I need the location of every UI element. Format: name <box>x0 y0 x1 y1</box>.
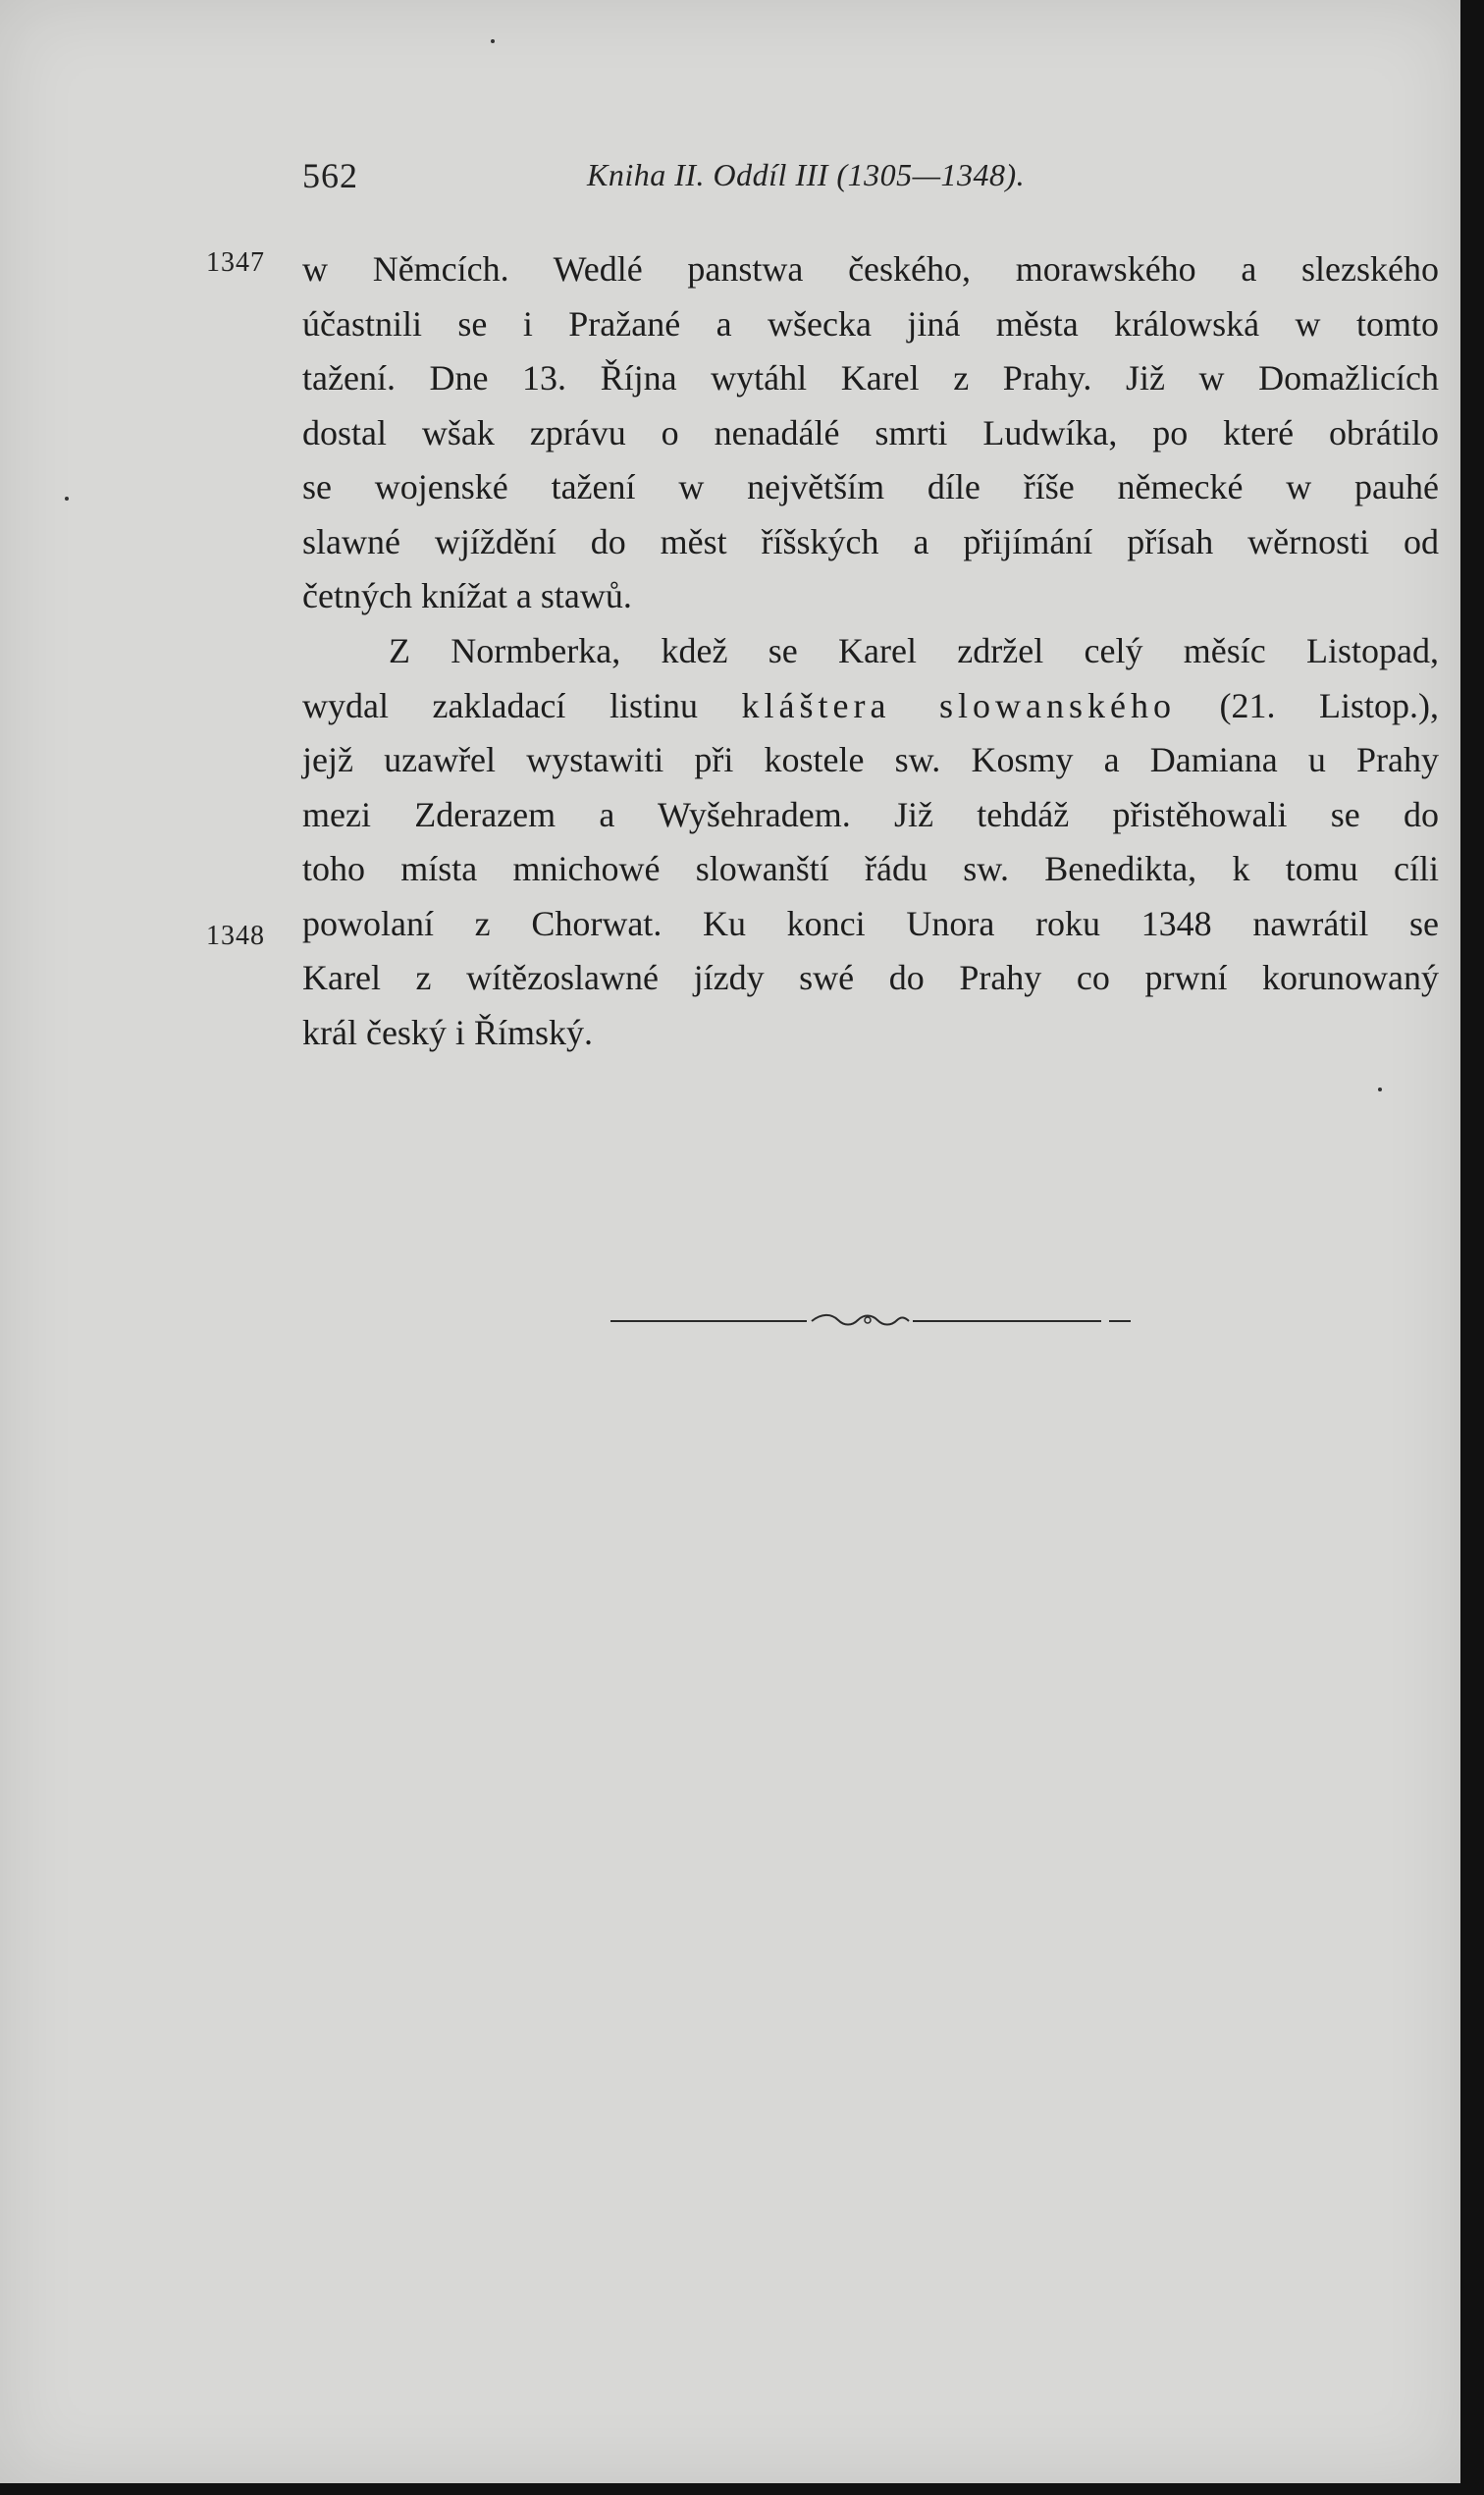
page-header <box>302 155 1441 194</box>
text-span: Z Normberka, kdež se Karel zdržel celý měsíc Listopad, <box>389 631 1439 670</box>
scan-border-bottom <box>0 2483 1484 2495</box>
text-line: král český i Římský. <box>302 1012 593 1052</box>
text-line: se wojenské tažení w největším díle říše německé w pauhé <box>302 467 1439 506</box>
paragraph-1 <box>302 242 1439 624</box>
margin-year-1347: 1347 <box>206 247 265 278</box>
text-line: powolaní z Chorwat. Ku konci Unora roku 1348 nawrátil se <box>302 903 1439 943</box>
paragraph-2 <box>302 624 1439 1060</box>
text-line: účastnili se i Pražané a wšecka jiná města králowská w tomto <box>302 303 1439 344</box>
text-line: tažení. Dne 13. Října wytáhl Karel z Prahy. Již w Domažlicích <box>302 358 1439 398</box>
text-line: dostal wšak zprávu o nenadálé smrti Ludwíka, po které obrátilo <box>302 412 1439 452</box>
page-number: 562 <box>302 156 358 195</box>
scan-speck <box>491 39 495 43</box>
scan-speck <box>65 497 69 501</box>
text-line <box>302 679 1439 734</box>
text-span: wydal zakladací listinu <box>302 685 698 725</box>
text-line: w Němcích. Wedlé panstwa českého, morawského a slezského <box>302 249 1439 289</box>
text-line: slawné wjíždění do měst říšských a přijímání přísah wěrnosti od <box>302 521 1439 561</box>
text-line <box>302 624 1439 679</box>
margin-year-1348: 1348 <box>206 921 265 951</box>
text-line: Karel z wítězoslawné jízdy swé do Prahy co prwní korunowaný <box>302 958 1439 997</box>
running-head: Kniha II. Oddíl III (1305—1348). <box>587 157 1026 192</box>
text-line: toho místa mnichowé slowanští řádu sw. Benedikta, k tomu cíli <box>302 849 1439 888</box>
text-line: mezi Zderazem a Wyšehradem. Již tehdáž přistěhowali se do <box>302 794 1439 834</box>
scan-border-right <box>1460 0 1484 2495</box>
text-line: jejž uzawřel wystawiti při kostele sw. Kosmy a Damiana u Prahy <box>302 740 1439 779</box>
emphasized-text: kláštera slowanského <box>741 685 1176 725</box>
scan-speck <box>1378 1088 1382 1091</box>
text-span: (21. Listop.), <box>1219 685 1439 725</box>
decorative-rule-icon <box>610 1311 1131 1329</box>
text-line: četných knížat a stawů. <box>302 576 632 615</box>
